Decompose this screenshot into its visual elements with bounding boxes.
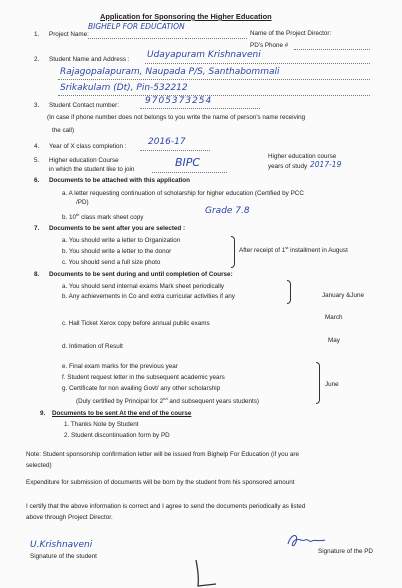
- x-completion-line: [140, 150, 210, 151]
- contact-number-value: 9705373254: [145, 96, 213, 106]
- q7-item-a: a. You should write a letter to Organization: [62, 237, 181, 244]
- q7-label: Documents to be sent after you are selected :: [49, 225, 186, 232]
- q9-item-2: 2. Student discontinuation form by PD: [64, 432, 170, 439]
- q5-number: 5.: [34, 157, 40, 164]
- q8-item-f: f. Student request letter in the subsequent academic years: [62, 374, 225, 381]
- q6-item-a-line-1: a. A letter requesting continuation of scholarship for higher education (Certified by PCC: [62, 190, 304, 197]
- project-name-line: [88, 38, 183, 39]
- note-line-2: selected): [26, 462, 52, 469]
- q8-item-c: c. Hall Ticket Xerox copy before annual public exams: [62, 320, 210, 327]
- address-line-2: Srikakulam (Dt), Pin-532212: [60, 83, 188, 93]
- grade-value: Grade 7.8: [205, 206, 250, 216]
- student-name-value: Udayapuram Krishnaveni: [147, 50, 261, 60]
- q4-number: 4.: [34, 143, 40, 150]
- note-line-1: Note: Student sponsorship confirmation letter will be issued from Bighelp For Education (if you are: [26, 451, 300, 458]
- q7-installment-note: After receipt of 1st installment in August: [239, 245, 348, 255]
- q8-item-a: a. You should send internal exams Mark sheet periodically: [62, 283, 225, 290]
- project-name-value: BIGHELP FOR EDUCATION: [88, 22, 185, 31]
- q8-efg-brace: [316, 362, 320, 404]
- pd-signature-label: Signature of the PD: [318, 548, 373, 555]
- q7-item-b: b. You should write a letter to the donor: [62, 248, 172, 255]
- q3-note-line-1: (In case if phone number does not belongs to you write the name of person's name receiving: [47, 114, 306, 121]
- student-signature-label: Signature of the student: [30, 553, 97, 560]
- q8-number: 8.: [34, 271, 40, 278]
- q1-label: Project Name:: [49, 31, 89, 38]
- june-note: June: [325, 381, 339, 388]
- q8-item-b: b. Any achievements in Co and extra curricular activities if any: [62, 293, 235, 300]
- q7-item-c: c. You should send a full size photo: [62, 259, 161, 266]
- q3-number: 3.: [34, 102, 40, 109]
- q6-label: Documents to be attached with this application: [49, 177, 190, 184]
- q1-number: 1.: [34, 31, 40, 38]
- q8-item-e: e. Final exam marks for the previous year: [62, 363, 178, 370]
- q5-label-line-1: Higher education Course: [49, 157, 119, 164]
- address-line-1-rule: [58, 79, 370, 80]
- director-line: [185, 38, 247, 39]
- certify-line-2: above through Project Director.: [26, 514, 113, 521]
- q8-ab-brace: [287, 280, 291, 304]
- q9-number: 9.: [40, 410, 46, 417]
- q5-label-line-2: in which the student like to join: [49, 166, 135, 173]
- pen-stroke-mark: [190, 560, 220, 588]
- course-years-label-1: Higher education course: [268, 153, 337, 160]
- q6-number: 6.: [34, 177, 40, 184]
- q6-item-b: b. 10th class mark sheet copy: [62, 212, 144, 222]
- q6-item-a-line-2: /PD): [76, 199, 89, 206]
- course-value: BIPC: [175, 156, 201, 169]
- pd-phone-label: PD's Phone #: [250, 42, 289, 49]
- page-title: Application for Sponsoring the Higher Education: [100, 12, 272, 21]
- march-note: March: [325, 314, 343, 321]
- pd-phone-line: [294, 49, 370, 50]
- x-completion-value: 2016-17: [148, 137, 186, 147]
- q8-item-d: d. Intimation of Result: [62, 343, 123, 350]
- q2-number: 2.: [34, 56, 40, 63]
- contact-number-line: [140, 108, 260, 109]
- q4-label: Year of X class completion :: [49, 143, 127, 150]
- expenditure-note: Expenditure for submission of documents will be born by the student from his sponsored amount: [26, 479, 295, 486]
- course-years-value: 2017-19: [310, 160, 342, 169]
- may-note: May: [328, 337, 340, 344]
- q9-item-1: 1. Thanks Note by Student: [64, 421, 139, 428]
- course-line: [152, 172, 227, 173]
- director-label: Name of the Project Director:: [250, 30, 332, 37]
- certify-line-1: I certify that the above information is correct and I agree to send the documents periodically as listed: [26, 503, 306, 510]
- q9-label: Documents to be sent At the end of the course: [52, 410, 192, 417]
- address-line-2-rule: [58, 95, 370, 96]
- student-signature: U.Krishnaveni: [30, 540, 93, 550]
- q7-brace: [231, 236, 235, 268]
- address-line-1: Rajagopalapuram, Naupada P/S, Santhabommali: [60, 67, 280, 77]
- q2-label: Student Name and Address :: [49, 56, 130, 63]
- q7-number: 7.: [34, 225, 40, 232]
- q8-label: Documents to be sent during and until completion of Course:: [49, 271, 233, 278]
- student-name-line: [145, 63, 370, 64]
- q3-note-line-2: the call): [52, 127, 75, 134]
- q3-label: Student Contact number:: [49, 102, 120, 109]
- jan-june-note: January &June: [322, 292, 365, 299]
- q8-item-g-line-2: (Duly certified by Principal for 2nd and subsequent years students): [76, 396, 259, 406]
- q8-item-g: g. Certificate for non availing Govt/ any other scholarship: [62, 385, 221, 392]
- course-years-label-2: years of study: [268, 163, 308, 170]
